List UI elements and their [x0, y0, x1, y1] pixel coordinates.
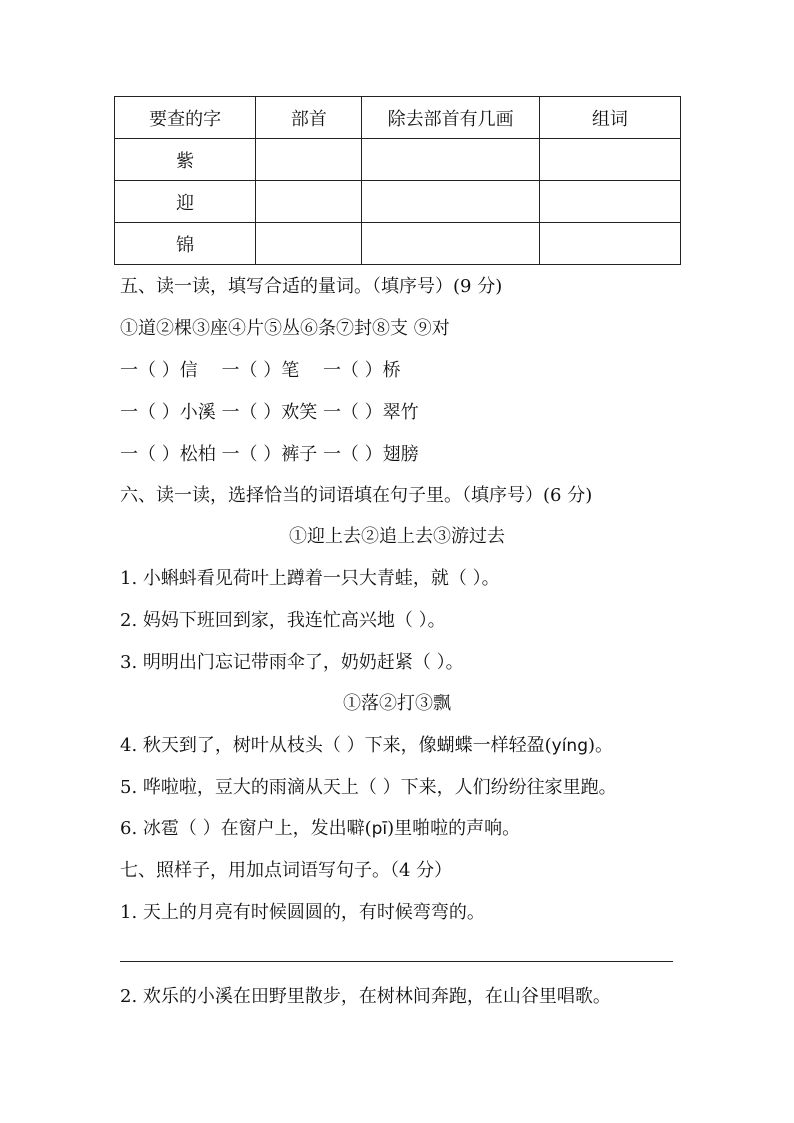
sentence-text: 4. 秋天到了，树叶从枝头（ ）下来，像蝴蝶一样轻盈( [120, 735, 552, 756]
table-row [115, 223, 681, 265]
measure-word-row [120, 442, 419, 468]
sentence-item[interactable]: 3. 明明出门忘记带雨伞了，奶奶赶紧（ ）。 [120, 652, 464, 673]
example-sentence: 1. 天上的月亮有时候圆圆的，有时候弯弯的。 [120, 902, 485, 923]
radical-answer-cell[interactable] [256, 181, 362, 223]
measure-word-row [120, 400, 419, 426]
sentence-item[interactable] [120, 775, 617, 801]
table-row [115, 181, 681, 223]
word-answer-cell[interactable] [539, 181, 680, 223]
measure-blank-item[interactable]: 一（ ）笔 [221, 360, 300, 381]
section5-title: 五、读一读，填写合适的量词。（填序号）(9 分) [120, 276, 503, 297]
radical-answer-cell[interactable] [256, 223, 362, 265]
section6-title: 六、读一读，选择恰当的词语填在句子里。（填序号）(6 分) [120, 485, 593, 506]
section6-options-1: ①迎上去②追上去③游过去 [289, 526, 505, 547]
header-cell: 除去部首有几画 [362, 97, 539, 139]
sentence-item[interactable]: 1. 小蝌蚪看见荷叶上蹲着一只大青蛙，就（ ）。 [120, 568, 500, 589]
sentence-text: 6. 冰雹（ ）在窗户上，发出噼( [120, 818, 372, 839]
measure-word-row [120, 358, 401, 384]
stroke-count-answer-cell[interactable] [362, 223, 539, 265]
sentence-tail: )里啪啦的声响。 [387, 818, 521, 839]
measure-blank-item[interactable]: 一（ ）欢笑 [221, 402, 318, 423]
sentence-text: 5. 哗啦啦，豆大的雨滴从天上（ ）下来，人们纷纷往家里跑。 [120, 777, 617, 798]
sentence-item[interactable] [120, 733, 613, 759]
header-cell: 组词 [539, 97, 680, 139]
pinyin-annotation: pī [371, 819, 388, 839]
measure-blank-item[interactable]: 一（ ）松柏 [120, 444, 216, 465]
character-cell: 锦 [115, 223, 256, 265]
measure-blank-item[interactable]: 一（ ）翅膀 [322, 444, 419, 465]
section5-options: ①道②棵③座④片⑤丛⑥条⑦封⑧支 ⑨对 [120, 318, 450, 339]
pinyin-annotation: yíng [551, 736, 588, 756]
character-lookup-table [114, 96, 681, 265]
measure-blank-item[interactable]: 一（ ）小溪 [120, 402, 216, 423]
word-answer-cell[interactable] [539, 139, 680, 181]
sentence-item[interactable] [120, 816, 520, 842]
stroke-count-answer-cell[interactable] [362, 139, 539, 181]
example-sentence: 2. 欢乐的小溪在田野里散步，在树林间奔跑，在山谷里唱歌。 [120, 986, 611, 1007]
table-header-row [115, 97, 681, 139]
header-cell: 要查的字 [115, 97, 256, 139]
measure-blank-item[interactable]: 一（ ）裤子 [221, 444, 318, 465]
character-cell: 紫 [115, 139, 256, 181]
measure-blank-item[interactable]: 一（ ）翠竹 [322, 402, 419, 423]
sentence-item[interactable]: 2. 妈妈下班回到家，我连忙高兴地（ ）。 [120, 610, 446, 631]
answer-writing-line[interactable] [120, 961, 673, 962]
header-cell: 部首 [256, 97, 362, 139]
sentence-tail: )。 [588, 735, 614, 756]
radical-answer-cell[interactable] [256, 139, 362, 181]
stroke-count-answer-cell[interactable] [362, 181, 539, 223]
measure-blank-item[interactable]: 一（ ）信 [120, 360, 198, 381]
table-row [115, 139, 681, 181]
section7-title: 七、照样子，用加点词语写句子。（4 分） [120, 860, 453, 881]
character-cell: 迎 [115, 181, 256, 223]
section6-options-2: ①落②打③飘 [343, 693, 451, 714]
word-answer-cell[interactable] [539, 223, 680, 265]
measure-blank-item[interactable]: 一（ ）桥 [322, 360, 401, 381]
